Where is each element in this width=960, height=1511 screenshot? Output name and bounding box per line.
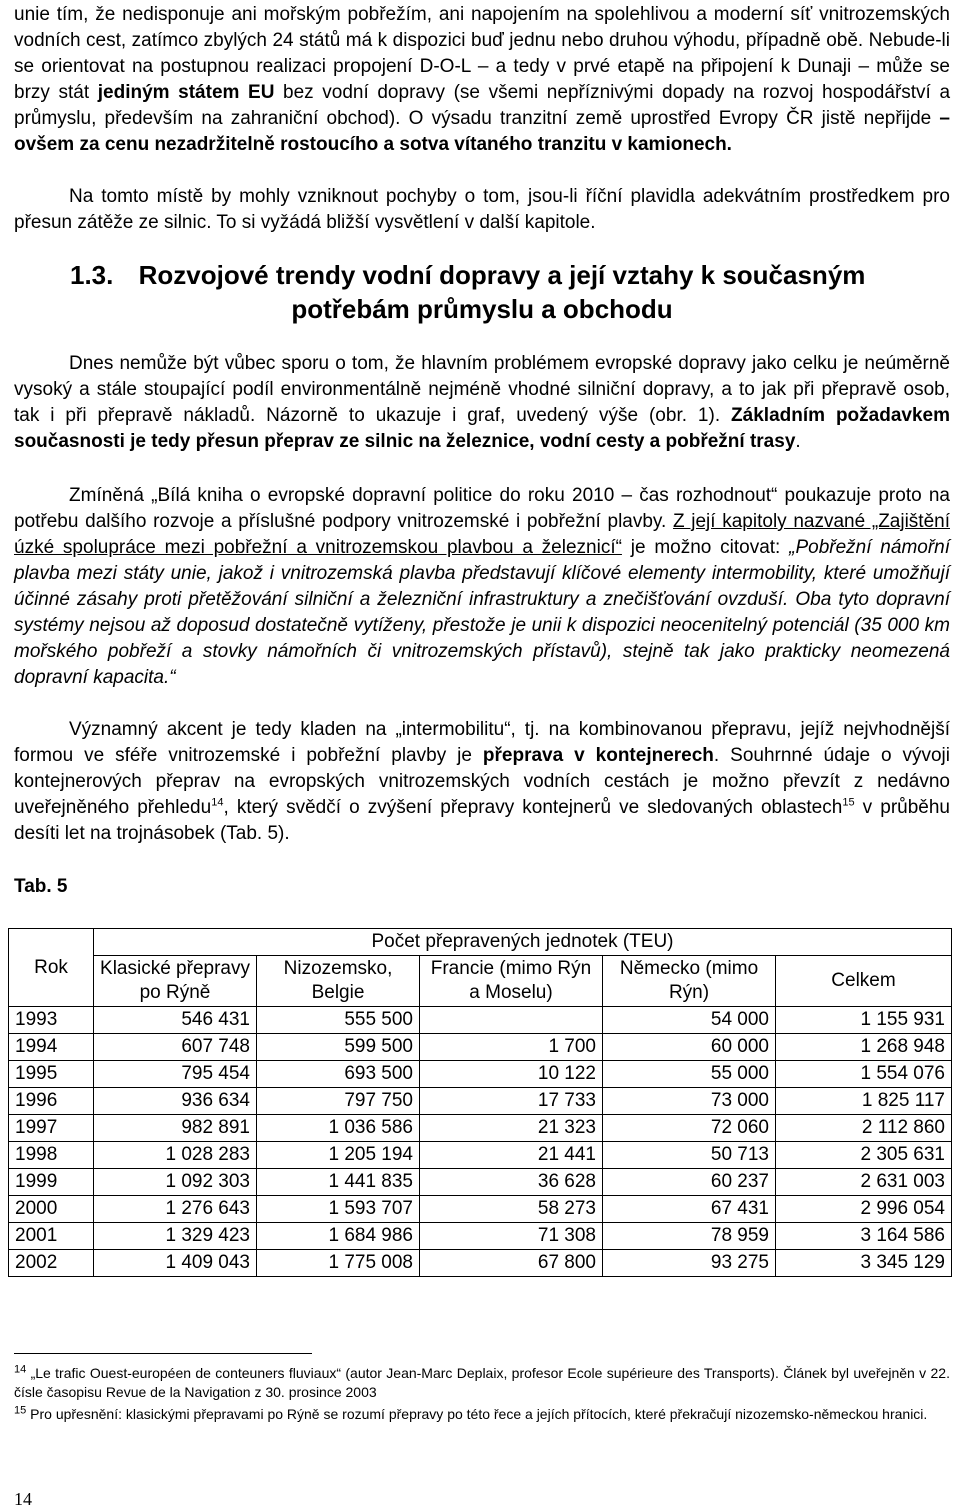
- value-cell: 1 409 043: [94, 1250, 257, 1277]
- value-cell: 67 431: [603, 1196, 776, 1223]
- teu-table: [8, 928, 952, 1277]
- value-cell: 982 891: [94, 1115, 257, 1142]
- value-cell: 2 305 631: [776, 1142, 952, 1169]
- value-cell: 1 155 931: [776, 1007, 952, 1034]
- section-title-line1: Rozvojové trendy vodní dopravy a její vztahy k současným: [138, 260, 866, 290]
- value-cell: 546 431: [94, 1007, 257, 1034]
- section-title-line2: potřebám průmyslu a obchodu: [291, 294, 673, 324]
- underlined-text: Z její kapitoly nazvané „Zajištění úzké spolupráce mezi pobřežní a vnitrozemskou plavbou a železnicí“: [14, 511, 950, 558]
- value-cell: 3 164 586: [776, 1223, 952, 1250]
- value-cell: 72 060: [603, 1115, 776, 1142]
- value-cell: 54 000: [603, 1007, 776, 1034]
- table-header-row: [9, 956, 952, 1007]
- page-number: 14: [14, 1489, 32, 1509]
- table-row: [9, 1169, 952, 1196]
- value-cell: 1 028 283: [94, 1142, 257, 1169]
- value-cell: 797 750: [257, 1088, 420, 1115]
- footnote-divider: [14, 1353, 312, 1354]
- table-row: [9, 1250, 952, 1277]
- value-cell: 2 112 860: [776, 1115, 952, 1142]
- paragraph-intro: [14, 2, 950, 158]
- value-cell: 58 273: [420, 1196, 603, 1223]
- paragraph-road-transport: [14, 351, 950, 455]
- footnote-number: 15: [14, 1404, 27, 1417]
- text-run: unie tím, že nedisponuje ani mořským pobřežím, ani napojením na spolehlivou a moderní síť vnitrozemských vodních cest, zatímco zbylých 24 států má k dispozici buď jednu nebo druhou výhodu, případně obě. Nebude-li se orientovat na postupnou realizaci propojení D-O-L – a tedy v prvé etapě na připojení k Dunaji – může se brzy stát: [14, 4, 950, 103]
- quotation-text: „Pobřežní námořní plavba mezi státy unie, jakož i vnitrozemská plavba představují klíčové elementy intermobility, které umožňují účinné zásahy proti přetěžování silniční a železniční infrastruktury a znečišťování ovzduší. Oba tyto dopravní systémy nejsou až doposud dostatečně vytíženy, přestože je unii k dispozici neocenitelný potenciál (35 000 km mořského pobřeží a stovky námořních či vnitrozemských přístavů), stejně tak jako prakticky neomezená dopravní kapacita.“: [14, 537, 951, 688]
- footnote-ref[interactable]: 15: [842, 796, 855, 809]
- value-cell: 607 748: [94, 1034, 257, 1061]
- value-cell: 795 454: [94, 1061, 257, 1088]
- section-number: 1.3.: [70, 260, 114, 290]
- value-cell: 2 631 003: [776, 1169, 952, 1196]
- footnote-ref[interactable]: 14: [211, 796, 224, 809]
- value-cell: 21 323: [420, 1115, 603, 1142]
- table-body: [9, 1007, 952, 1277]
- value-cell: 50 713: [603, 1142, 776, 1169]
- text-run: Významný akcent je tedy kladen na „intermobilitu“, tj. na kombinovanou přepravu, jejíž nejvhodnější formou ve sféře vnitrozemské i pobřežní plavby je: [14, 719, 950, 766]
- value-cell: 73 000: [603, 1088, 776, 1115]
- value-cell: 1 684 986: [257, 1223, 420, 1250]
- value-cell: 67 800: [420, 1250, 603, 1277]
- value-cell: 2 996 054: [776, 1196, 952, 1223]
- value-cell: 1 205 194: [257, 1142, 420, 1169]
- table-row: [9, 1088, 952, 1115]
- value-cell: 1 775 008: [257, 1250, 420, 1277]
- emphasis-text: jediným státem EU: [97, 82, 275, 103]
- value-cell: 1 276 643: [94, 1196, 257, 1223]
- value-cell: 3 345 129: [776, 1250, 952, 1277]
- value-cell: 60 237: [603, 1169, 776, 1196]
- value-cell: 71 308: [420, 1223, 603, 1250]
- paragraph-containers: [14, 717, 950, 847]
- year-cell: 1996: [9, 1088, 94, 1115]
- table-row: [9, 1196, 952, 1223]
- value-cell: 17 733: [420, 1088, 603, 1115]
- emphasis-text: přeprava v kontejnerech: [482, 745, 714, 766]
- section-heading: [14, 258, 950, 326]
- footnote-text: „Le trafic Ouest-européen de conteuners fluviaux“ (autor Jean-Marc Deplaix, profesor Ecole supérieure des Transports). Článek byl uveřejněn v 22. čísle časopisu Revue de la Navigation z 30. prosince 2003: [14, 1365, 950, 1400]
- value-cell: 60 000: [603, 1034, 776, 1061]
- text-run: .: [795, 431, 801, 452]
- value-cell: 1 092 303: [94, 1169, 257, 1196]
- footnote-number: 14: [14, 1363, 27, 1376]
- table-row: [9, 1061, 952, 1088]
- value-cell: 10 122: [420, 1061, 603, 1088]
- table-caption: Tab. 5: [14, 876, 68, 897]
- footnote-text: Pro upřesnění: klasickými přepravami po Rýně se rozumí přepravy po této řece a jejích přítocích, které překračují nizozemsko-německou hranici.: [30, 1406, 928, 1422]
- value-cell: 21 441: [420, 1142, 603, 1169]
- paragraph-doubts: Na tomto místě by mohly vzniknout pochyby o tom, jsou-li říční plavidla adekvátním prostředkem pro přesun zátěže ze silnic. To si vyžádá bližší vysvětlení v další kapitole.: [14, 186, 950, 233]
- value-cell: 1 700: [420, 1034, 603, 1061]
- year-cell: 1993: [9, 1007, 94, 1034]
- year-cell: 1999: [9, 1169, 94, 1196]
- value-cell: 93 275: [603, 1250, 776, 1277]
- value-cell: 599 500: [257, 1034, 420, 1061]
- table-row: [9, 1142, 952, 1169]
- paragraph-white-paper: [14, 483, 950, 691]
- value-cell: 1 036 586: [257, 1115, 420, 1142]
- year-cell: 2000: [9, 1196, 94, 1223]
- text-run: v průběhu desíti let na trojnásobek (Tab. 5).: [14, 797, 950, 844]
- text-run: je možno citovat:: [621, 537, 790, 558]
- value-cell: 693 500: [257, 1061, 420, 1088]
- table-row: [9, 1115, 952, 1142]
- header-cell: Klasické přepravy po Rýně: [94, 956, 257, 1007]
- header-cell: Rok: [9, 929, 94, 1007]
- table-header-row: [9, 929, 952, 956]
- value-cell: 55 000: [603, 1061, 776, 1088]
- text-run: . Souhrnné údaje o vývoji kontejnerových přeprav na evropských vnitrozemských vodních cestách je možno převzít z nedávno uveřejněného přehledu: [14, 745, 950, 818]
- year-cell: 2002: [9, 1250, 94, 1277]
- text-run: Zmíněná „Bílá kniha o evropské dopravní politice do roku 2010 – čas rozhodnout“ poukazuje proto na potřebu dalšího rozvoje a příslušné podpory vnitrozemské i pobřežní plavby.: [14, 485, 950, 532]
- text-run: bez vodní dopravy (se všemi nepříznivými dopady na rozvoj hospodářství a průmyslu, především na zahraniční obchod). O výsadu tranzitní země uprostřed Evropy ČR jistě nepřijde: [14, 82, 951, 129]
- table-row: [9, 1034, 952, 1061]
- value-cell: 1 268 948: [776, 1034, 952, 1061]
- year-cell: 1998: [9, 1142, 94, 1169]
- value-cell: 1 593 707: [257, 1196, 420, 1223]
- value-cell: [420, 1007, 603, 1034]
- text-run: , který svědčí o zvýšení přepravy kontejnerů ve sledovaných oblastech: [223, 797, 843, 818]
- value-cell: 1 554 076: [776, 1061, 952, 1088]
- header-cell: Celkem: [776, 956, 952, 1007]
- value-cell: 1 441 835: [257, 1169, 420, 1196]
- value-cell: 555 500: [257, 1007, 420, 1034]
- year-cell: 2001: [9, 1223, 94, 1250]
- header-cell: Francie (mimo Rýn a Moselu): [420, 956, 603, 1007]
- header-cell: Nizozemsko, Belgie: [257, 956, 420, 1007]
- value-cell: 1 825 117: [776, 1088, 952, 1115]
- header-cell: Německo (mimo Rýn): [603, 956, 776, 1007]
- emphasis-text: – ovšem za cenu nezadržitelně rostoucího a sotva vítaného tranzitu v kamionech.: [14, 108, 950, 155]
- group-header-cell: Počet přepravených jednotek (TEU): [94, 929, 952, 956]
- value-cell: 936 634: [94, 1088, 257, 1115]
- table-row: [9, 1007, 952, 1034]
- year-cell: 1995: [9, 1061, 94, 1088]
- value-cell: 78 959: [603, 1223, 776, 1250]
- footnote-15: [14, 1405, 950, 1424]
- text-run: Dnes nemůže být vůbec sporu o tom, že hlavním problémem evropské dopravy jako celku je neúměrně vysoký a stále stoupající podíl environmentálně nejméně vhodné silniční dopravy, a to jak při přepravě osob, tak i při přepravě nákladů. Názorně to ukazuje i graf, uvedený výše (obr. 1).: [14, 353, 950, 426]
- footnote-14: [14, 1364, 950, 1402]
- year-cell: 1997: [9, 1115, 94, 1142]
- emphasis-text: Základním požadavkem současnosti je tedy přesun přeprav ze silnic na železnice, vodní cesty a pobřežní trasy: [14, 405, 950, 452]
- table-row: [9, 1223, 952, 1250]
- value-cell: 36 628: [420, 1169, 603, 1196]
- value-cell: 1 329 423: [94, 1223, 257, 1250]
- year-cell: 1994: [9, 1034, 94, 1061]
